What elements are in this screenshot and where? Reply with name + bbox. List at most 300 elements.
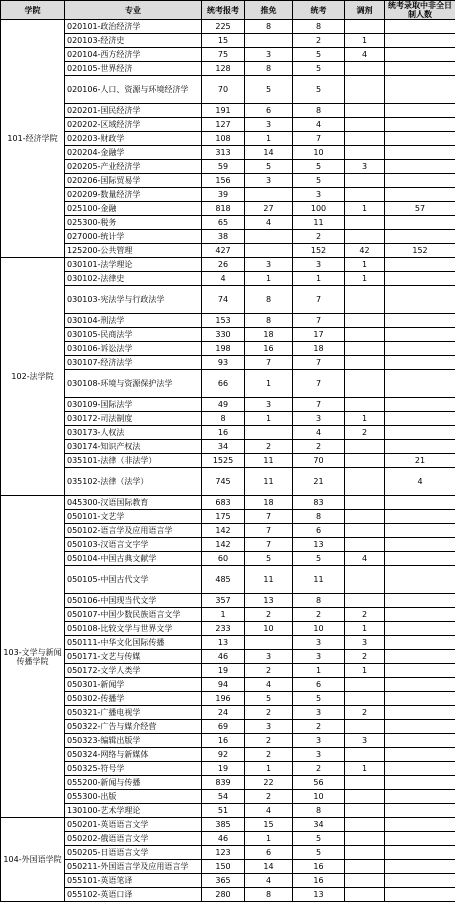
applicants-cell: 839 <box>202 776 245 790</box>
admitted-cell: 13 <box>293 538 345 552</box>
applicants-cell: 75 <box>202 48 245 62</box>
major-cell: 020204-金融学 <box>65 146 202 160</box>
adjusted-cell <box>345 594 385 608</box>
adjusted-cell <box>345 874 385 888</box>
table-row <box>1 538 455 552</box>
major-cell: 050323-编辑出版学 <box>65 734 202 748</box>
adjusted-cell <box>345 76 385 104</box>
applicants-cell: 66 <box>202 370 245 398</box>
table-row <box>1 160 455 174</box>
recommended-cell: 4 <box>245 216 293 230</box>
table-row <box>1 132 455 146</box>
admitted-cell: 3 <box>293 706 345 720</box>
major-cell: 020106-人口、资源与环境经济学 <box>65 76 202 104</box>
table-row <box>1 566 455 594</box>
recommended-cell <box>245 230 293 244</box>
table-row <box>1 790 455 804</box>
applicants-cell: 330 <box>202 328 245 342</box>
applicants-cell: 745 <box>202 468 245 496</box>
parttime-cell <box>385 888 455 902</box>
applicants-cell: 8 <box>202 412 245 426</box>
major-cell: 050171-文艺与传媒 <box>65 650 202 664</box>
admitted-cell: 4 <box>293 118 345 132</box>
applicants-cell: 357 <box>202 594 245 608</box>
admitted-cell: 7 <box>293 398 345 412</box>
applicants-cell: 175 <box>202 510 245 524</box>
parttime-cell <box>385 706 455 720</box>
applicants-cell: 233 <box>202 622 245 636</box>
recommended-cell: 18 <box>245 328 293 342</box>
adjusted-cell <box>345 524 385 538</box>
applicants-cell: 818 <box>202 202 245 216</box>
table-row <box>1 48 455 62</box>
recommended-cell: 3 <box>245 118 293 132</box>
recommended-cell: 1 <box>245 412 293 426</box>
parttime-cell: 4 <box>385 468 455 496</box>
major-cell: 050205-日语语言文学 <box>65 846 202 860</box>
major-cell: 050104-中国古典文献学 <box>65 552 202 566</box>
applicants-cell: 191 <box>202 104 245 118</box>
recommended-cell: 3 <box>245 48 293 62</box>
adjusted-cell: 4 <box>345 552 385 566</box>
header-adjusted: 调剂 <box>345 1 385 20</box>
recommended-cell: 3 <box>245 398 293 412</box>
admitted-cell: 8 <box>293 510 345 524</box>
parttime-cell <box>385 146 455 160</box>
major-cell: 050301-新闻学 <box>65 678 202 692</box>
adjusted-cell <box>345 146 385 160</box>
table-row <box>1 678 455 692</box>
parttime-cell <box>385 664 455 678</box>
applicants-cell: 54 <box>202 790 245 804</box>
adjusted-cell <box>345 342 385 356</box>
admitted-cell: 7 <box>293 356 345 370</box>
major-cell: 050302-传播学 <box>65 692 202 706</box>
admitted-cell: 70 <box>293 454 345 468</box>
recommended-cell: 16 <box>245 342 293 356</box>
recommended-cell: 8 <box>245 286 293 314</box>
admitted-cell: 8 <box>293 804 345 818</box>
admitted-cell: 7 <box>293 132 345 146</box>
admitted-cell: 8 <box>293 104 345 118</box>
admitted-cell: 3 <box>293 636 345 650</box>
table-row <box>1 412 455 426</box>
adjusted-cell <box>345 174 385 188</box>
table-row <box>1 174 455 188</box>
admitted-cell: 5 <box>293 692 345 706</box>
parttime-cell: 21 <box>385 454 455 468</box>
table-row <box>1 244 455 258</box>
adjusted-cell <box>345 720 385 734</box>
table-row <box>1 734 455 748</box>
parttime-cell <box>385 216 455 230</box>
recommended-cell: 1 <box>245 370 293 398</box>
admitted-cell: 3 <box>293 412 345 426</box>
recommended-cell: 2 <box>245 608 293 622</box>
recommended-cell <box>245 34 293 48</box>
adjusted-cell: 1 <box>345 34 385 48</box>
major-cell: 025100-金融 <box>65 202 202 216</box>
adjusted-cell <box>345 356 385 370</box>
recommended-cell: 1 <box>245 832 293 846</box>
applicants-cell: 69 <box>202 720 245 734</box>
applicants-cell: 128 <box>202 62 245 76</box>
major-cell: 025300-税务 <box>65 216 202 230</box>
parttime-cell <box>385 832 455 846</box>
adjusted-cell <box>345 132 385 146</box>
applicants-cell: 225 <box>202 20 245 34</box>
adjusted-cell <box>345 888 385 902</box>
table-row <box>1 888 455 902</box>
recommended-cell: 5 <box>245 692 293 706</box>
parttime-cell <box>385 34 455 48</box>
adjusted-cell <box>345 748 385 762</box>
parttime-cell <box>385 370 455 398</box>
parttime-cell <box>385 636 455 650</box>
major-cell: 050324-网络与新媒体 <box>65 748 202 762</box>
major-cell: 045300-汉语国际教育 <box>65 496 202 510</box>
parttime-cell <box>385 440 455 454</box>
admitted-cell: 11 <box>293 216 345 230</box>
applicants-cell: 108 <box>202 132 245 146</box>
recommended-cell: 4 <box>245 874 293 888</box>
recommended-cell: 7 <box>245 538 293 552</box>
admitted-cell: 5 <box>293 552 345 566</box>
recommended-cell: 5 <box>245 76 293 104</box>
adjusted-cell: 3 <box>345 734 385 748</box>
adjusted-cell: 1 <box>345 762 385 776</box>
table-row <box>1 20 455 34</box>
adjusted-cell <box>345 188 385 202</box>
header-parttime: 统考录取中非全日制人数 <box>385 1 455 20</box>
adjusted-cell <box>345 804 385 818</box>
admitted-cell: 152 <box>293 244 345 258</box>
recommended-cell: 3 <box>245 258 293 272</box>
major-cell: 020206-国际贸易学 <box>65 174 202 188</box>
adjusted-cell <box>345 510 385 524</box>
parttime-cell <box>385 160 455 174</box>
applicants-cell: 123 <box>202 846 245 860</box>
table-row <box>1 874 455 888</box>
table-row <box>1 860 455 874</box>
major-cell: 020203-财政学 <box>65 132 202 146</box>
admitted-cell: 3 <box>293 734 345 748</box>
applicants-cell: 16 <box>202 426 245 440</box>
applicants-cell: 74 <box>202 286 245 314</box>
applicants-cell: 46 <box>202 832 245 846</box>
applicants-cell: 49 <box>202 398 245 412</box>
adjusted-cell <box>345 104 385 118</box>
parttime-cell <box>385 734 455 748</box>
admitted-cell: 13 <box>293 888 345 902</box>
recommended-cell: 5 <box>245 160 293 174</box>
major-cell: 030109-国际法学 <box>65 398 202 412</box>
admitted-cell: 21 <box>293 468 345 496</box>
parttime-cell <box>385 622 455 636</box>
applicants-cell: 51 <box>202 804 245 818</box>
parttime-cell <box>385 776 455 790</box>
admitted-cell: 7 <box>293 370 345 398</box>
admitted-cell: 2 <box>293 608 345 622</box>
recommended-cell: 1 <box>245 762 293 776</box>
applicants-cell: 94 <box>202 678 245 692</box>
applicants-cell: 683 <box>202 496 245 510</box>
table-row <box>1 286 455 314</box>
parttime-cell: 152 <box>385 244 455 258</box>
major-cell: 050101-文艺学 <box>65 510 202 524</box>
major-cell: 055200-新闻与传播 <box>65 776 202 790</box>
applicants-cell: 127 <box>202 118 245 132</box>
recommended-cell: 2 <box>245 790 293 804</box>
table-row <box>1 762 455 776</box>
parttime-cell <box>385 846 455 860</box>
table-row <box>1 34 455 48</box>
recommended-cell: 3 <box>245 174 293 188</box>
recommended-cell: 27 <box>245 202 293 216</box>
major-cell: 050325-符号学 <box>65 762 202 776</box>
parttime-cell <box>385 720 455 734</box>
table-row <box>1 524 455 538</box>
adjusted-cell <box>345 370 385 398</box>
adjusted-cell <box>345 62 385 76</box>
major-cell: 030102-法律史 <box>65 272 202 286</box>
adjusted-cell <box>345 496 385 510</box>
parttime-cell <box>385 510 455 524</box>
parttime-cell <box>385 818 455 832</box>
major-cell: 050321-广播电视学 <box>65 706 202 720</box>
applicants-cell: 150 <box>202 860 245 874</box>
recommended-cell: 8 <box>245 62 293 76</box>
parttime-cell <box>385 804 455 818</box>
major-cell: 030108-环境与资源保护法学 <box>65 370 202 398</box>
applicants-cell: 142 <box>202 524 245 538</box>
applicants-cell: 16 <box>202 734 245 748</box>
applicants-cell: 70 <box>202 76 245 104</box>
parttime-cell <box>385 762 455 776</box>
admitted-cell: 5 <box>293 846 345 860</box>
applicants-cell: 92 <box>202 748 245 762</box>
applicants-cell: 65 <box>202 216 245 230</box>
parttime-cell <box>385 608 455 622</box>
applicants-cell: 485 <box>202 566 245 594</box>
recommended-cell: 13 <box>245 594 293 608</box>
admitted-cell: 8 <box>293 594 345 608</box>
header-applicants: 统考报考 <box>202 1 245 20</box>
table-row <box>1 650 455 664</box>
admitted-cell: 1 <box>293 664 345 678</box>
adjusted-cell <box>345 468 385 496</box>
parttime-cell <box>385 748 455 762</box>
adjusted-cell <box>345 860 385 874</box>
adjusted-cell <box>345 328 385 342</box>
parttime-cell <box>385 356 455 370</box>
adjusted-cell <box>345 20 385 34</box>
admitted-cell: 1 <box>293 272 345 286</box>
recommended-cell: 4 <box>245 804 293 818</box>
major-cell: 030104-刑法学 <box>65 314 202 328</box>
parttime-cell <box>385 692 455 706</box>
parttime-cell <box>385 104 455 118</box>
recommended-cell: 8 <box>245 314 293 328</box>
major-cell: 020209-数量经济学 <box>65 188 202 202</box>
admitted-cell: 3 <box>293 258 345 272</box>
adjusted-cell: 3 <box>345 636 385 650</box>
admitted-cell: 5 <box>293 62 345 76</box>
adjusted-cell <box>345 776 385 790</box>
applicants-cell: 313 <box>202 146 245 160</box>
table-row <box>1 552 455 566</box>
admitted-cell: 3 <box>293 650 345 664</box>
table-row <box>1 342 455 356</box>
adjusted-cell <box>345 118 385 132</box>
parttime-cell <box>385 790 455 804</box>
parttime-cell <box>385 342 455 356</box>
adjusted-cell: 1 <box>345 202 385 216</box>
parttime-cell <box>385 566 455 594</box>
table-row <box>1 496 455 510</box>
table-row <box>1 664 455 678</box>
college-cell: 103-文学与新闻传播学院 <box>1 496 65 818</box>
recommended-cell: 10 <box>245 622 293 636</box>
table-row <box>1 692 455 706</box>
major-cell: 050211-外国语言学及应用语言学 <box>65 860 202 874</box>
adjusted-cell: 2 <box>345 706 385 720</box>
table-row <box>1 818 455 832</box>
table-row <box>1 832 455 846</box>
table-row <box>1 706 455 720</box>
applicants-cell: 1 <box>202 608 245 622</box>
table-row <box>1 356 455 370</box>
admitted-cell: 5 <box>293 48 345 62</box>
applicants-cell: 59 <box>202 160 245 174</box>
admitted-cell: 2 <box>293 720 345 734</box>
adjusted-cell: 1 <box>345 622 385 636</box>
header-admitted: 统考 <box>293 1 345 20</box>
parttime-cell <box>385 76 455 104</box>
major-cell: 020104-西方经济学 <box>65 48 202 62</box>
recommended-cell: 11 <box>245 566 293 594</box>
recommended-cell: 7 <box>245 510 293 524</box>
adjusted-cell: 3 <box>345 160 385 174</box>
parttime-cell <box>385 650 455 664</box>
admitted-cell: 100 <box>293 202 345 216</box>
major-cell: 050106-中国现当代文学 <box>65 594 202 608</box>
major-cell: 020101-政治经济学 <box>65 20 202 34</box>
adjusted-cell: 1 <box>345 272 385 286</box>
parttime-cell <box>385 524 455 538</box>
table-row <box>1 454 455 468</box>
adjusted-cell: 2 <box>345 426 385 440</box>
major-cell: 020201-国民经济学 <box>65 104 202 118</box>
applicants-cell: 46 <box>202 650 245 664</box>
recommended-cell: 2 <box>245 706 293 720</box>
parttime-cell <box>385 398 455 412</box>
recommended-cell <box>245 244 293 258</box>
applicants-cell: 15 <box>202 34 245 48</box>
table-row <box>1 510 455 524</box>
adjusted-cell <box>345 692 385 706</box>
table-row <box>1 720 455 734</box>
major-cell: 055102-英语口译 <box>65 888 202 902</box>
admitted-cell: 5 <box>293 160 345 174</box>
parttime-cell <box>385 286 455 314</box>
parttime-cell <box>385 860 455 874</box>
adjusted-cell <box>345 230 385 244</box>
admitted-cell: 2 <box>293 34 345 48</box>
applicants-cell: 142 <box>202 538 245 552</box>
major-cell: 050102-语言学及应用语言学 <box>65 524 202 538</box>
table-row <box>1 104 455 118</box>
major-cell: 030174-知识产权法 <box>65 440 202 454</box>
table-row <box>1 314 455 328</box>
recommended-cell <box>245 426 293 440</box>
parttime-cell <box>385 272 455 286</box>
applicants-cell: 385 <box>202 818 245 832</box>
parttime-cell <box>385 552 455 566</box>
recommended-cell: 18 <box>245 496 293 510</box>
table-row <box>1 440 455 454</box>
parttime-cell <box>385 230 455 244</box>
table-row <box>1 118 455 132</box>
major-cell: 030173-人权法 <box>65 426 202 440</box>
table-row <box>1 146 455 160</box>
table-row <box>1 188 455 202</box>
admitted-cell: 6 <box>293 678 345 692</box>
table-row <box>1 76 455 104</box>
admitted-cell: 8 <box>293 20 345 34</box>
adjusted-cell <box>345 440 385 454</box>
table-row <box>1 468 455 496</box>
parttime-cell <box>385 132 455 146</box>
parttime-cell: 57 <box>385 202 455 216</box>
applicants-cell: 19 <box>202 762 245 776</box>
adjusted-cell <box>345 818 385 832</box>
applicants-cell: 196 <box>202 692 245 706</box>
adjusted-cell: 4 <box>345 48 385 62</box>
admitted-cell: 16 <box>293 874 345 888</box>
adjusted-cell <box>345 314 385 328</box>
major-cell: 020205-产业经济学 <box>65 160 202 174</box>
admitted-cell: 10 <box>293 790 345 804</box>
parttime-cell <box>385 412 455 426</box>
adjusted-cell: 1 <box>345 664 385 678</box>
table-row <box>1 62 455 76</box>
table-row <box>1 398 455 412</box>
parttime-cell <box>385 188 455 202</box>
header-row <box>1 1 455 20</box>
table-body <box>1 20 455 902</box>
major-cell: 050172-文学人类学 <box>65 664 202 678</box>
applicants-cell: 427 <box>202 244 245 258</box>
recommended-cell: 2 <box>245 734 293 748</box>
adjusted-cell: 2 <box>345 608 385 622</box>
parttime-cell <box>385 62 455 76</box>
major-cell: 035101-法律（非法学） <box>65 454 202 468</box>
recommended-cell: 1 <box>245 272 293 286</box>
adjusted-cell: 42 <box>345 244 385 258</box>
adjusted-cell <box>345 678 385 692</box>
recommended-cell <box>245 188 293 202</box>
major-cell: 020103-经济史 <box>65 34 202 48</box>
admitted-cell: 34 <box>293 818 345 832</box>
recommended-cell: 3 <box>245 650 293 664</box>
major-cell: 030105-民商法学 <box>65 328 202 342</box>
applicants-cell: 280 <box>202 888 245 902</box>
applicants-cell: 19 <box>202 664 245 678</box>
recommended-cell: 14 <box>245 146 293 160</box>
adjusted-cell <box>345 790 385 804</box>
recommended-cell: 2 <box>245 748 293 762</box>
